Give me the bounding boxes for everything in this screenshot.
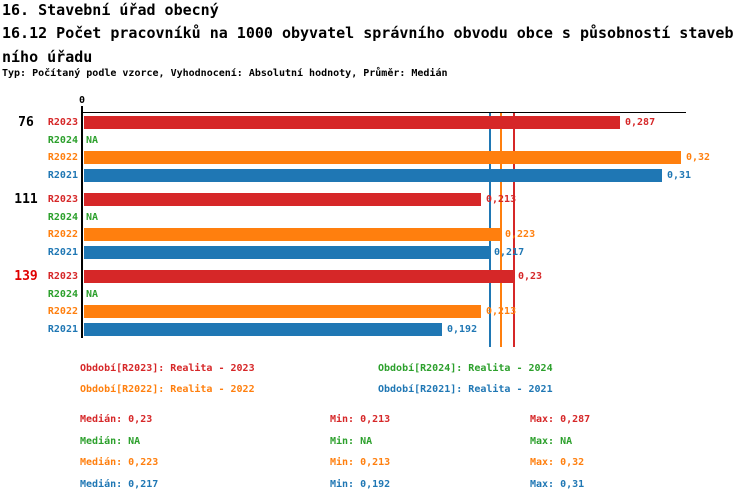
series-label-r2024: R2024 <box>47 212 78 223</box>
indicator-meta: Typ: Počítaný podle vzorce, Vyhodnocení: Absolutní hodnoty, Průměr: Medián <box>2 68 448 79</box>
bar-na-label: NA <box>86 135 99 146</box>
series-label-r2023: R2023 <box>47 194 78 205</box>
series-label-r2024: R2024 <box>47 135 78 146</box>
indicator-title-line1: 16.12 Počet pracovníků na 1000 obyvatel správního obvodu obce s působností staveb <box>2 24 734 42</box>
bar-r2022 <box>84 305 481 318</box>
stat-max: Max: 0,31 <box>530 479 585 490</box>
bar-r2023 <box>84 116 620 129</box>
bar-value-label: 0,213 <box>486 306 517 317</box>
bar-na-label: NA <box>86 212 99 223</box>
bar-value-label: 0,31 <box>667 170 692 181</box>
report-section-title: 16. Stavební úřad obecný <box>2 1 219 19</box>
series-label-r2021: R2021 <box>47 170 78 181</box>
series-label-r2023: R2023 <box>47 271 78 282</box>
series-label-r2024: R2024 <box>47 289 78 300</box>
series-label-r2023: R2023 <box>47 117 78 128</box>
group-label: 139 <box>14 269 38 284</box>
stat-min: Min: 0,213 <box>330 457 391 468</box>
group-label: 76 <box>18 115 34 130</box>
stat-max: Max: 0,32 <box>530 457 585 468</box>
bar-na-label: NA <box>86 289 99 300</box>
series-label-r2022: R2022 <box>47 306 78 317</box>
y-axis-line <box>81 106 83 338</box>
stat-min: Min: 0,213 <box>330 414 391 425</box>
bar-r2021 <box>84 323 442 336</box>
legend-item: Období[R2024]: Realita - 2024 <box>378 363 553 374</box>
bar-r2022 <box>84 151 681 164</box>
series-label-r2022: R2022 <box>47 152 78 163</box>
bar-value-label: 0,23 <box>518 271 543 282</box>
bar-value-label: 0,32 <box>686 152 711 163</box>
series-label-r2021: R2021 <box>47 247 78 258</box>
bar-r2021 <box>84 246 489 259</box>
legend-item: Období[R2022]: Realita - 2022 <box>80 384 255 395</box>
bar-value-label: 0,223 <box>505 229 536 240</box>
bar-r2022 <box>84 228 500 241</box>
bar-r2021 <box>84 169 662 182</box>
group-label: 111 <box>14 192 38 207</box>
stat-max: Max: NA <box>530 436 573 447</box>
legend-item: Období[R2023]: Realita - 2023 <box>80 363 255 374</box>
stat-median: Medián: NA <box>80 436 141 447</box>
stat-median: Medián: 0,23 <box>80 414 153 425</box>
stat-min: Min: NA <box>330 436 373 447</box>
stat-max: Max: 0,287 <box>530 414 591 425</box>
bar-value-label: 0,192 <box>447 324 478 335</box>
indicator-title-line2: ního úřadu <box>2 48 93 66</box>
stat-min: Min: 0,192 <box>330 479 391 490</box>
bar-value-label: 0,217 <box>494 247 525 258</box>
series-label-r2022: R2022 <box>47 229 78 240</box>
bar-r2023 <box>84 193 481 206</box>
bar-r2023 <box>84 270 513 283</box>
bar-value-label: 0,287 <box>625 117 656 128</box>
stat-median: Medián: 0,217 <box>80 479 159 490</box>
series-label-r2021: R2021 <box>47 324 78 335</box>
legend-item: Období[R2021]: Realita - 2021 <box>378 384 553 395</box>
x-axis-line <box>81 112 686 113</box>
x-axis-origin-tick-label: 0 <box>78 95 86 106</box>
bar-value-label: 0,213 <box>486 194 517 205</box>
stat-median: Medián: 0,223 <box>80 457 159 468</box>
